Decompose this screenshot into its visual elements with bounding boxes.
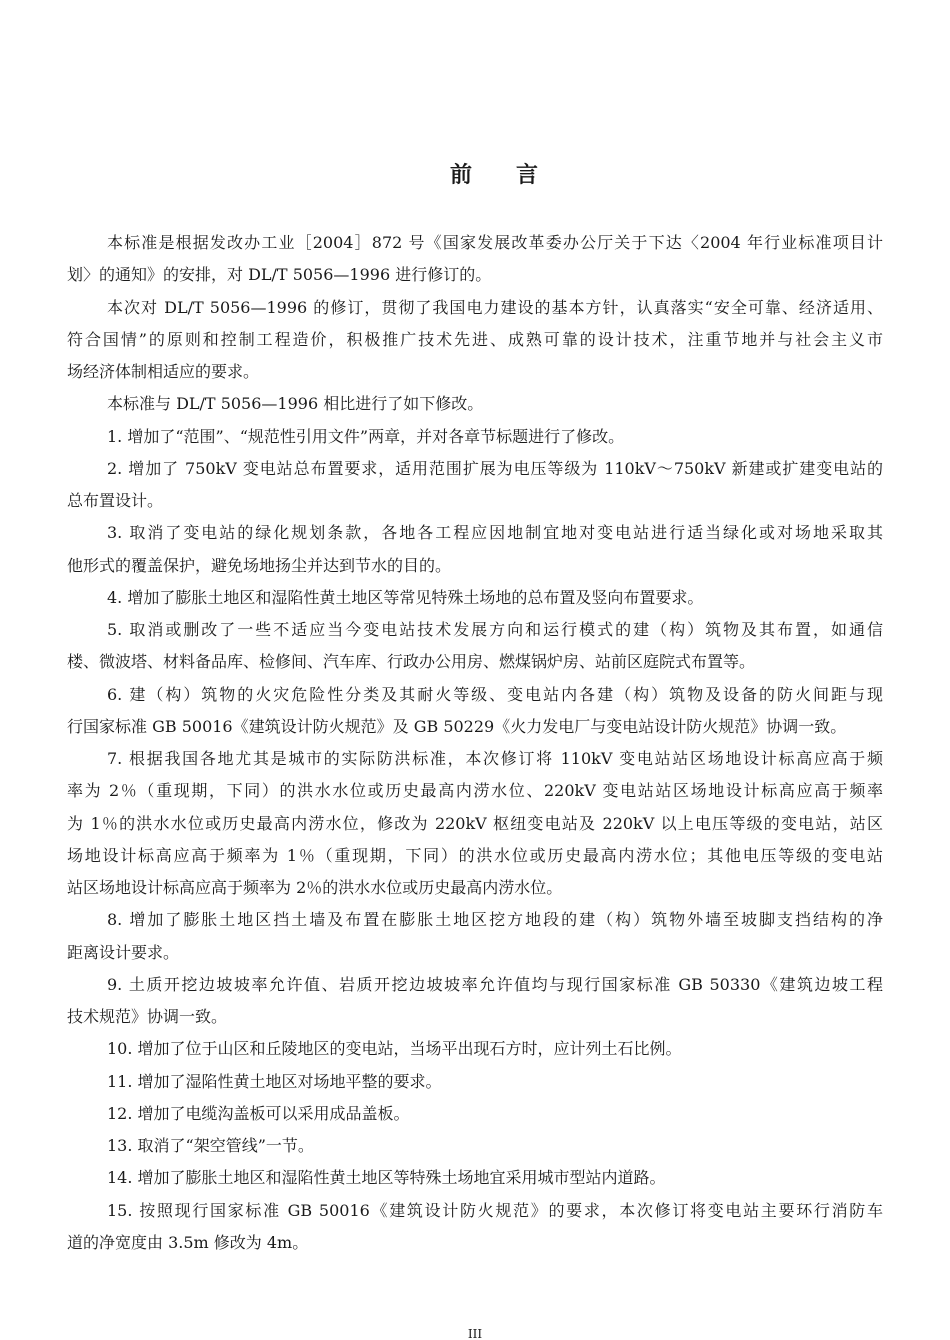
text-line: 14. 增加了膨胀土地区和湿陷性黄土地区等特殊土场地宜采用城市型站内道路。 — [107, 1168, 666, 1188]
text-line: 13. 取消了“架空管线”一节。 — [107, 1136, 314, 1155]
text-line: 15. 按照现行国家标准 GB 50016《建筑设计防火规范》的要求，本次修订将变电站主要环行消防车 — [107, 1200, 883, 1220]
text-line: 8. 增加了膨胀土地区挡土墙及布置在膨胀土地区挖方地段的建（构）筑物外墙至坡脚支挡结构的净 — [107, 910, 883, 930]
text-line: 2. 增加了 750kV 变电站总布置要求，适用范围扩展为电压等级为 110kV～750kV 新建或扩建变电站的 — [107, 458, 883, 478]
text-line: 6. 建（构）筑物的火灾危险性分类及其耐火等级、变电站内各建（构）筑物及设备的防火间距与现 — [107, 684, 883, 704]
list-item — [67, 1195, 883, 1260]
list-item — [67, 453, 883, 518]
list-item — [67, 1066, 883, 1098]
paragraph-revision-principles — [67, 292, 883, 389]
list-item — [67, 969, 883, 1034]
text-line: 行国家标准 GB 50016《建筑设计防火规范》及 GB 50229《火力发电厂与变电站设计防火规范》协调一致。 — [67, 716, 847, 736]
list-item — [67, 582, 883, 614]
list-item — [67, 1130, 883, 1162]
text-line: 他形式的覆盖保护，避免场地扬尘并达到节水的目的。 — [67, 555, 452, 575]
list-item — [67, 421, 883, 453]
text-line: 总布置设计。 — [67, 491, 164, 510]
text-line: 技术规范》协调一致。 — [67, 1007, 228, 1026]
text-line: 率为 2％（重现期，下同）的洪水水位或历史最高内涝水位、220kV 变电站站区场地设计标高应高于频率 — [67, 781, 883, 801]
text-line: 3. 取消了变电站的绿化规划条款，各地各工程应因地制宜地对变电站进行适当绿化或对场地采取其 — [107, 523, 883, 543]
text-line: 本标准是根据发改办工业［2004］872 号《国家发展改革委办公厅关于下达〈2004 年行业标准项目计 — [107, 233, 883, 252]
text-line: 道的净宽度由 3.5m 修改为 4m。 — [67, 1232, 309, 1252]
paragraph-changes-intro — [67, 388, 883, 420]
page-title: 前 言 — [449, 162, 538, 188]
text-line: 4. 增加了膨胀土地区和湿陷性黄土地区等常见特殊土场地的总布置及竖向布置要求。 — [107, 587, 704, 607]
text-line: 本标准与 DL/T 5056—1996 相比进行了如下修改。 — [107, 394, 484, 414]
text-line: 12. 增加了电缆沟盖板可以采用成品盖板。 — [107, 1103, 410, 1123]
text-line: 为 1％的洪水水位或历史最高内涝水位，修改为 220kV 枢纽变电站及 220kV 以上电压等级的变电站，站区 — [67, 813, 883, 833]
list-item — [67, 1162, 883, 1194]
text-line: 1. 增加了“范围”、“规范性引用文件”两章，并对各章节标题进行了修改。 — [107, 426, 625, 446]
list-item — [67, 743, 883, 904]
text-line: 站区场地设计标高应高于频率为 2％的洪水水位或历史最高内涝水位。 — [67, 878, 563, 897]
foreword-body — [67, 227, 883, 1259]
list-item — [67, 517, 883, 582]
text-line: 本次对 DL/T 5056—1996 的修订，贯彻了我国电力建设的基本方针，认真落实“安全可靠、经济适用、 — [107, 297, 883, 317]
text-line: 5. 取消或删改了一些不适应当今变电站技术发展方向和运行模式的建（构）筑物及其布置，如通信 — [107, 620, 883, 639]
list-item — [67, 614, 883, 679]
text-line: 11. 增加了湿陷性黄土地区对场地平整的要求。 — [107, 1071, 442, 1091]
list-item — [67, 904, 883, 969]
text-line: 距离设计要求。 — [67, 942, 180, 962]
page-number: III — [467, 1328, 483, 1340]
text-line: 符合国情”的原则和控制工程造价，积极推广技术先进、成熟可靠的设计技术，注重节地并与社会主义市 — [67, 329, 883, 349]
text-line: 楼、微波塔、材料备品库、检修间、汽车库、行政办公用房、燃煤锅炉房、站前区庭院式布置等。 — [67, 652, 756, 672]
text-line: 场地设计标高应高于频率为 1％（重现期，下同）的洪水位或历史最高内涝水位；其他电压等级的变电站 — [67, 845, 883, 865]
list-item — [67, 1033, 883, 1065]
text-line: 9. 土质开挖边坡坡率允许值、岩质开挖边坡坡率允许值均与现行国家标准 GB 50330《建筑边坡工程 — [107, 974, 883, 994]
text-line: 划〉的通知》的安排，对 DL/T 5056—1996 进行修订的。 — [67, 265, 492, 285]
text-line: 10. 增加了位于山区和丘陵地区的变电站，当场平出现石方时，应计列土石比例。 — [107, 1039, 682, 1059]
list-item — [67, 1098, 883, 1130]
text-line: 7. 根据我国各地尤其是城市的实际防洪标准，本次修订将 110kV 变电站站区场地设计标高应高于频 — [107, 749, 883, 768]
list-item — [67, 679, 883, 744]
text-line: 场经济体制相适应的要求。 — [67, 362, 260, 381]
paragraph-intro — [67, 227, 883, 292]
